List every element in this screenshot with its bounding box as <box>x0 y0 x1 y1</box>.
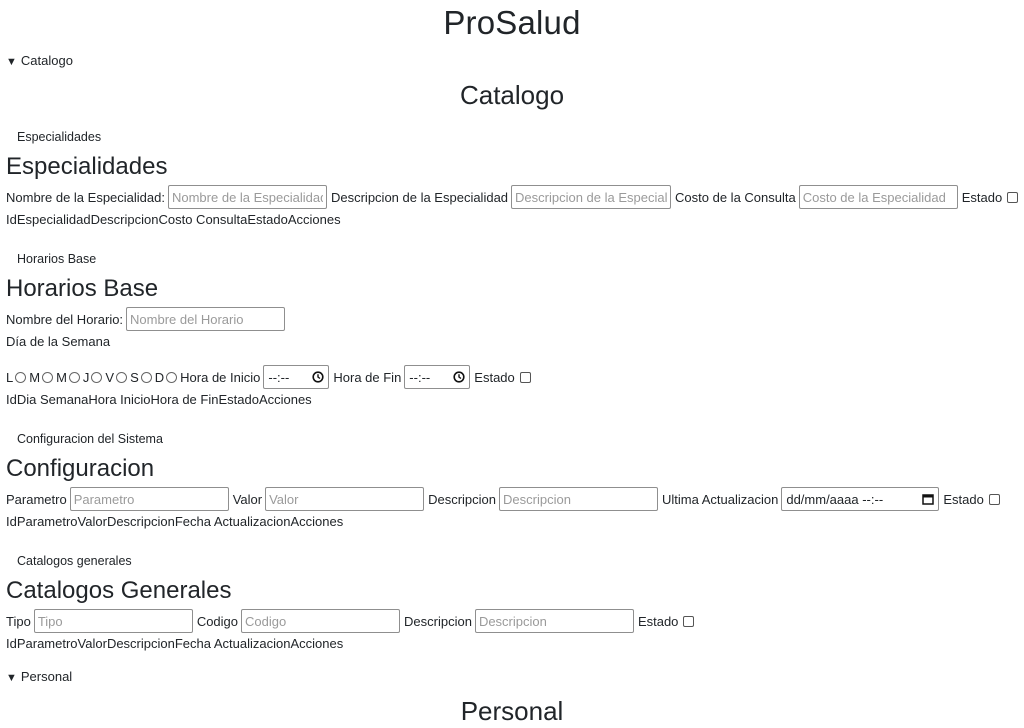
especialidades-form <box>6 184 1018 210</box>
configuracion-title: Configuracion <box>6 455 155 482</box>
col-hora-inicio: Hora Inicio <box>88 392 151 407</box>
clock-icon <box>312 371 324 383</box>
day-label-m: M <box>29 369 41 385</box>
tipo-input[interactable] <box>34 609 193 633</box>
app-title: ProSalud <box>443 4 581 41</box>
col-fecha-actualizacion: Fecha Actualizacion <box>174 514 291 529</box>
clock-icon <box>453 371 465 383</box>
hora-fin-input[interactable] <box>404 365 470 389</box>
col-hora-fin: Hora de Fin <box>150 392 219 407</box>
estado-label: Estado <box>637 613 679 629</box>
personal-section-title: Personal <box>460 696 564 726</box>
configuracion-table-header <box>6 512 1018 532</box>
configuracion-form <box>6 486 1018 512</box>
day-radio-j[interactable] <box>91 372 102 383</box>
descripcion-especialidad-input[interactable] <box>511 185 671 209</box>
codigo-label: Codigo <box>196 613 239 629</box>
personal-summary-label: Personal <box>20 669 73 684</box>
col-acciones: Acciones <box>287 212 341 227</box>
day-radio-m[interactable] <box>42 372 53 383</box>
col-id: Id <box>6 212 17 227</box>
nav-especialidades[interactable]: Especialidades <box>17 130 102 144</box>
costo-consulta-input[interactable] <box>799 185 958 209</box>
catalogos-generales-form <box>6 608 1018 634</box>
day-radio-d[interactable] <box>166 372 177 383</box>
ultima-actualizacion-input[interactable] <box>781 487 939 511</box>
nombre-especialidad-label: Nombre de la Especialidad: <box>6 189 165 205</box>
col-descripcion: Descripcion <box>106 636 175 651</box>
hora-inicio-label: Hora de Inicio <box>180 369 261 385</box>
catalogos-generales-title: Catalogos Generales <box>6 577 232 604</box>
col-acciones: Acciones <box>290 636 344 651</box>
descripcion-label: Descripcion <box>428 491 497 507</box>
day-radio-v[interactable] <box>116 372 127 383</box>
hora-fin-value: --:-- <box>409 369 431 385</box>
ultima-actualizacion-label: Ultima Actualizacion <box>662 491 779 507</box>
hora-fin-label: Hora de Fin <box>333 369 402 385</box>
estado-checkbox[interactable] <box>1007 192 1018 203</box>
estado-label: Estado <box>474 369 515 385</box>
codigo-input[interactable] <box>241 609 400 633</box>
col-descripcion: Descripcion <box>106 514 175 529</box>
catalogo-summary-toggle[interactable] <box>6 52 1018 70</box>
day-label-l: L <box>6 369 14 385</box>
nav-horarios-base[interactable]: Horarios Base <box>17 252 97 266</box>
estado-checkbox[interactable] <box>683 616 694 627</box>
hora-inicio-value: --:-- <box>268 369 290 385</box>
dia-semana-label: Día de la Semana <box>6 334 111 349</box>
triangle-down-icon: ▼ <box>6 672 17 684</box>
col-estado: Estado <box>218 392 259 407</box>
catalogo-summary-label: Catalogo <box>20 53 73 68</box>
col-parametro: Parametro <box>16 514 78 529</box>
hora-inicio-input[interactable] <box>263 365 329 389</box>
nav-catalogos-generales[interactable]: Catalogos generales <box>17 554 132 568</box>
col-dia-semana: Dia Semana <box>16 392 89 407</box>
col-id: Id <box>6 392 17 407</box>
col-id: Id <box>6 636 17 651</box>
descripcion-input[interactable] <box>499 487 658 511</box>
col-especialidad: Especialidad <box>16 212 91 227</box>
descripcion-label: Descripcion <box>404 613 472 629</box>
ultima-actualizacion-value: dd/mm/aaaa --:-- <box>786 491 884 507</box>
day-label-s: S <box>130 369 139 385</box>
col-descripcion: Descripcion <box>90 212 159 227</box>
day-radio-l[interactable] <box>15 372 26 383</box>
col-id: Id <box>6 514 17 529</box>
col-parametro: Parametro <box>16 636 78 651</box>
day-label-mi: M <box>56 369 67 385</box>
especialidades-table-header <box>6 210 1018 230</box>
triangle-down-icon: ▼ <box>6 56 17 68</box>
especialidades-title: Especialidades <box>6 153 168 180</box>
day-radio-s[interactable] <box>141 372 152 383</box>
col-acciones: Acciones <box>258 392 312 407</box>
estado-checkbox[interactable] <box>520 372 531 383</box>
col-valor: Valor <box>77 514 107 529</box>
horarios-table-header <box>6 390 1018 410</box>
nombre-especialidad-input[interactable] <box>168 185 327 209</box>
nombre-horario-label: Nombre del Horario: <box>6 311 124 327</box>
day-label-d: D <box>154 369 165 385</box>
col-costo-consulta: Costo Consulta <box>158 212 248 227</box>
col-fecha-actualizacion: Fecha Actualizacion <box>174 636 291 651</box>
estado-label: Estado <box>943 491 984 507</box>
horario-dias-row <box>6 364 1018 390</box>
day-label-j: J <box>82 369 90 385</box>
day-radio-mi[interactable] <box>69 372 80 383</box>
estado-checkbox[interactable] <box>989 494 1000 505</box>
valor-label: Valor <box>232 491 263 507</box>
horario-nombre-row <box>6 306 1018 332</box>
catalogo-section-title: Catalogo <box>459 80 565 110</box>
nav-configuracion-sistema[interactable]: Configuracion del Sistema <box>17 432 163 446</box>
personal-summary-toggle[interactable] <box>6 668 1018 686</box>
valor-input[interactable] <box>265 487 424 511</box>
costo-consulta-label: Costo de la Consulta <box>675 189 796 205</box>
day-label-v: V <box>105 369 115 385</box>
descripcion-especialidad-label: Descripcion de la Especialidad <box>330 189 509 205</box>
nombre-horario-input[interactable] <box>126 307 285 331</box>
parametro-input[interactable] <box>70 487 229 511</box>
col-valor: Valor <box>77 636 107 651</box>
estado-label: Estado <box>961 189 1003 205</box>
horarios-base-title: Horarios Base <box>6 275 159 302</box>
col-estado: Estado <box>247 212 288 227</box>
col-acciones: Acciones <box>290 514 344 529</box>
calendar-icon <box>922 493 934 505</box>
catalogos-generales-table-header <box>6 634 1018 654</box>
descripcion-input[interactable] <box>475 609 634 633</box>
tipo-label: Tipo <box>6 613 31 629</box>
parametro-label: Parametro <box>6 491 67 507</box>
